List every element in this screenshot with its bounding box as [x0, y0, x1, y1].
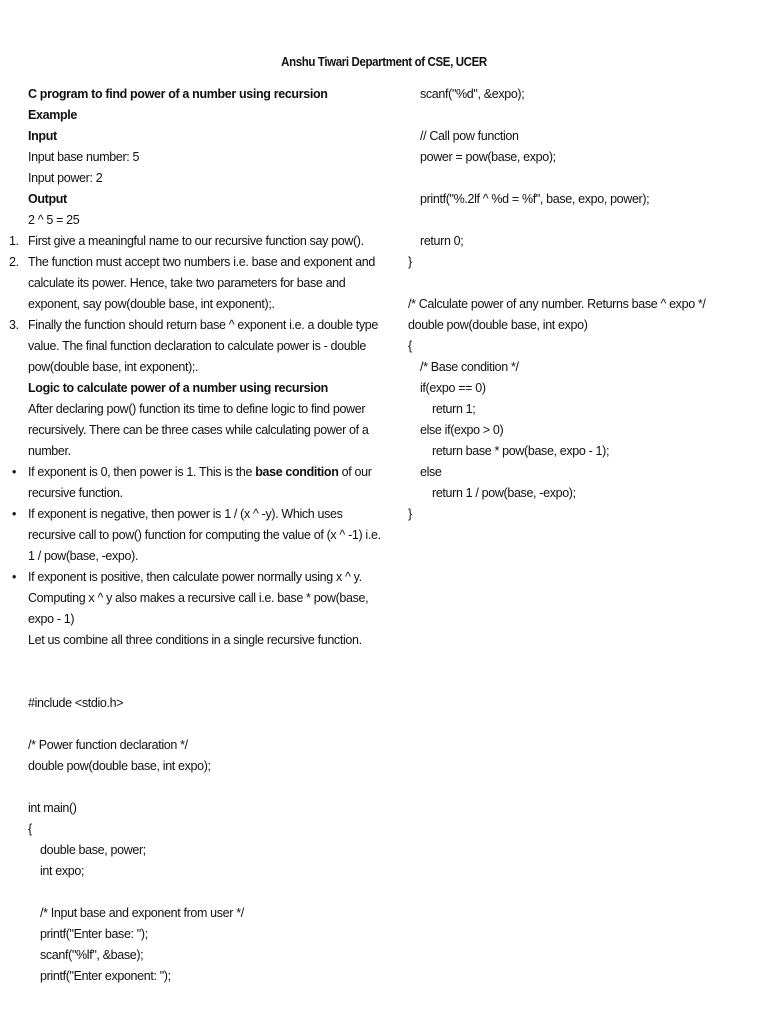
code-comment: // Call pow function: [420, 129, 519, 143]
step-text: First give a meaningful name to our recursive function say pow().: [28, 234, 364, 248]
step-3: [9, 315, 388, 378]
code-line: printf("Enter base: ");: [40, 927, 148, 941]
code-line: return 1 / pow(base, -expo);: [432, 486, 576, 500]
output-heading: Output: [28, 192, 67, 206]
code-brace: {: [28, 822, 32, 836]
code-line: scanf("%lf", &base);: [40, 948, 144, 962]
code-line: power = pow(base, expo);: [420, 150, 556, 164]
input-heading: Input: [28, 129, 57, 143]
step-number: 2.: [9, 255, 19, 269]
bullet-text: If exponent is 0, then power is 1. This is the: [28, 465, 256, 479]
step-2: [9, 252, 388, 315]
code-line: double pow(double base, int expo);: [28, 759, 211, 773]
bullet-text: If exponent is positive, then calculate power normally using x ^ y.: [28, 570, 362, 584]
code-line: int main(): [28, 801, 77, 815]
code-line: return base * pow(base, expo - 1);: [432, 444, 610, 458]
code-brace: }: [408, 507, 412, 521]
step-number: 1.: [9, 234, 19, 248]
left-column: [9, 84, 388, 987]
step-1: [9, 231, 388, 252]
step-text: The function must accept two numbers i.e. base and exponent and calculate its power. Hence, take two parameters for base and exponent, say pow(double base, int exponent);.: [28, 255, 375, 311]
code-line: printf("%.2lf ^ %d = %f", base, expo, power);: [420, 192, 650, 206]
code-line: double base, power;: [40, 843, 146, 857]
right-column: [408, 84, 708, 525]
bullet-item: [12, 504, 388, 567]
step-text: Finally the function should return base ^ exponent i.e. a double type value. The final function declaration to calculate power is - double pow(double base, int exponent);.: [28, 318, 379, 374]
code-comment: /* Calculate power of any number. Returns base ^ expo */: [408, 297, 706, 311]
bullet-item: [12, 462, 388, 504]
computing-text: Computing x ^ y also makes a recursive call i.e. base * pow(base, expo - 1): [28, 591, 369, 626]
code-line: else: [420, 465, 442, 479]
code-line: printf("Enter exponent: ");: [40, 969, 171, 983]
code-line: else if(expo > 0): [420, 423, 504, 437]
bullet-item: [12, 567, 388, 588]
code-line: if(expo == 0): [420, 381, 486, 395]
code-brace: {: [408, 339, 412, 353]
code-line: double pow(double base, int expo): [408, 318, 588, 332]
code-comment: /* Input base and exponent from user */: [40, 906, 244, 920]
combine-text: Let us combine all three conditions in a single recursive function.: [28, 633, 362, 647]
bullet-text: of our recursive function.: [28, 465, 372, 500]
logic-heading: Logic to calculate power of a number using recursion: [28, 381, 328, 395]
page-header: Anshu Tiwari Department of CSE, UCER: [281, 55, 487, 69]
output-value: 2 ^ 5 = 25: [28, 213, 80, 227]
code-line: scanf("%d", &expo);: [420, 87, 525, 101]
input-power-text: Input power: 2: [28, 171, 103, 185]
code-line: int expo;: [40, 864, 85, 878]
bullet-icon: •: [12, 465, 17, 479]
bullet-icon: •: [12, 570, 17, 584]
code-comment: /* Power function declaration */: [28, 738, 188, 752]
program-title: C program to find power of a number using recursion: [28, 87, 328, 101]
logic-intro: After declaring pow() function its time to define logic to find power recursively. There can be three cases while calculating power of a number.: [28, 402, 369, 458]
example-heading: Example: [28, 108, 77, 122]
code-line: #include <stdio.h>: [28, 696, 124, 710]
input-base-text: Input base number: 5: [28, 150, 140, 164]
code-line: return 0;: [420, 234, 464, 248]
code-brace: }: [408, 255, 412, 269]
base-condition-bold: base condition: [255, 465, 339, 479]
code-line: return 1;: [432, 402, 476, 416]
bullet-text: If exponent is negative, then power is 1 / (x ^ -y). Which uses recursive call to pow() function for computing the value of (x ^ -1) i.e. 1 / pow(base, -expo).: [28, 507, 381, 563]
bullet-icon: •: [12, 507, 17, 521]
code-comment: /* Base condition */: [420, 360, 519, 374]
step-number: 3.: [9, 318, 19, 332]
